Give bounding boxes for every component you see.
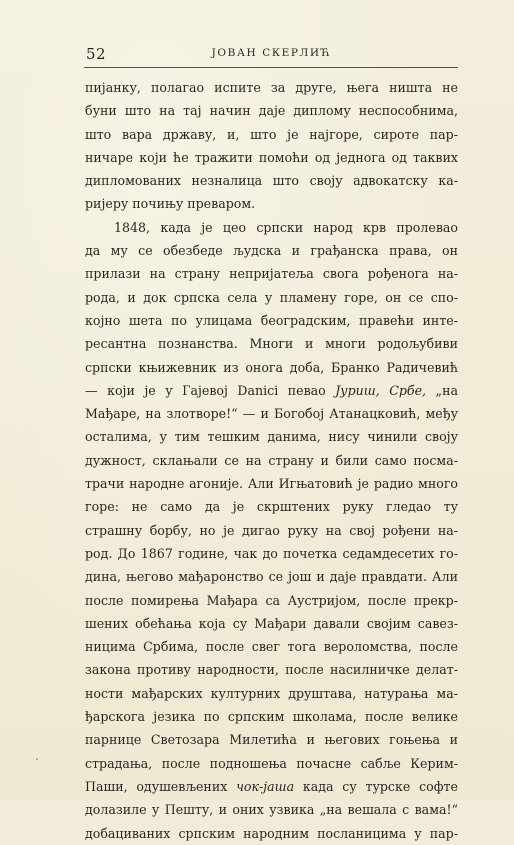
text-line: којно шета по улицама београдским, правећи инте- [85, 312, 458, 328]
text-line: шених обећања која су Мађари давали својим савез- [85, 615, 458, 631]
text-segment: Паши, одушевљених [85, 778, 237, 794]
header-rule [84, 67, 458, 68]
text-line: долазиле у Пешту, и оних узвика „на вешала с вама!“ [85, 802, 458, 818]
text-line: дипломованих незналица што своју адвокатску ка- [85, 173, 458, 189]
text-segment: — који је у Гајевој Danici певао [85, 382, 336, 398]
italic-word: чок-јаша [236, 778, 295, 794]
page-header [86, 45, 457, 67]
text-line: буни што на тај начин даје диплому неспособнима, [85, 103, 458, 119]
text-line: род. До 1867 године, чак до почетка седамдесетих го- [85, 545, 458, 561]
text-line: српски књижевник из онога доба, Бранко Радичевић [85, 359, 458, 375]
paper-speck [36, 758, 38, 760]
page-number: 52 [86, 45, 107, 63]
text-line: дужност, склањали се на страну и били само посма- [85, 452, 458, 468]
text-line: страшну борбу, но је дигао руку на свој рођени на- [85, 522, 458, 538]
text-line: закона противу народности, после насилничке делат- [85, 662, 458, 678]
text-line: 1848, када је цео српски народ крв пролевао [114, 219, 458, 235]
text-line: пијанку, полагао испите за друге, њега ништа не [85, 80, 458, 95]
text-line: ности мађарских културних друштава, натурања ма- [85, 685, 458, 701]
text-line: осталима, у тим тешким данима, нису чинили своју [85, 429, 458, 445]
text-line: што вара државу, и, што је најгоре, сироте пар- [85, 126, 458, 142]
text-line: Мађаре, на злотворе!“ — и Богобој Атанацковић, међу [85, 406, 458, 422]
text-segment: када су турске софте [294, 778, 458, 794]
text-line: ђарскога језика по српским школама, после велике [85, 709, 458, 725]
text-line: ничаре који ће тражити помоћи од једнога од таквих [85, 149, 458, 165]
paragraph-2 [85, 216, 458, 845]
text-line: ницима Србима, после свег тога вероломства, после [85, 639, 458, 655]
paragraph-1 [85, 76, 458, 216]
text-line: прилази на страну непријатеља свога рођенога на- [85, 266, 458, 282]
text-line: после помирења Мађара са Аустријом, после прекр- [85, 592, 458, 608]
text-line: добациваних српским народним посланицима у пар- [85, 825, 458, 841]
text-line: рода, и док српска села у пламену горе, он се спо- [85, 289, 458, 305]
text-line: ресантна познанства. Многи и многи родољубиви [85, 336, 458, 352]
text-line [85, 775, 458, 798]
text-line: дина, његово мађаронство се још и даје правдати. Али [85, 569, 458, 585]
text-line [85, 379, 458, 402]
text-line: трачи народне агоније. Али Игњатовић је радио много [85, 476, 458, 492]
text-line: страдања, после подношења почасне сабље Керим- [85, 755, 458, 771]
text-line: ријеру почињу преваром. [85, 196, 256, 212]
text-line: да му се обезбеде људска и грађанска права, он [85, 243, 458, 259]
running-head: ЈОВАН СКЕРЛИЋ [211, 47, 332, 59]
text-line: парнице Светозара Милетића и његових гоњења и [85, 732, 458, 748]
text-segment: „на [426, 382, 458, 398]
body-text [85, 76, 458, 845]
italic-quote: Јуриш, Србе, [335, 382, 427, 398]
text-line: горе: не само да је скрштених руку гледао ту [85, 499, 458, 515]
